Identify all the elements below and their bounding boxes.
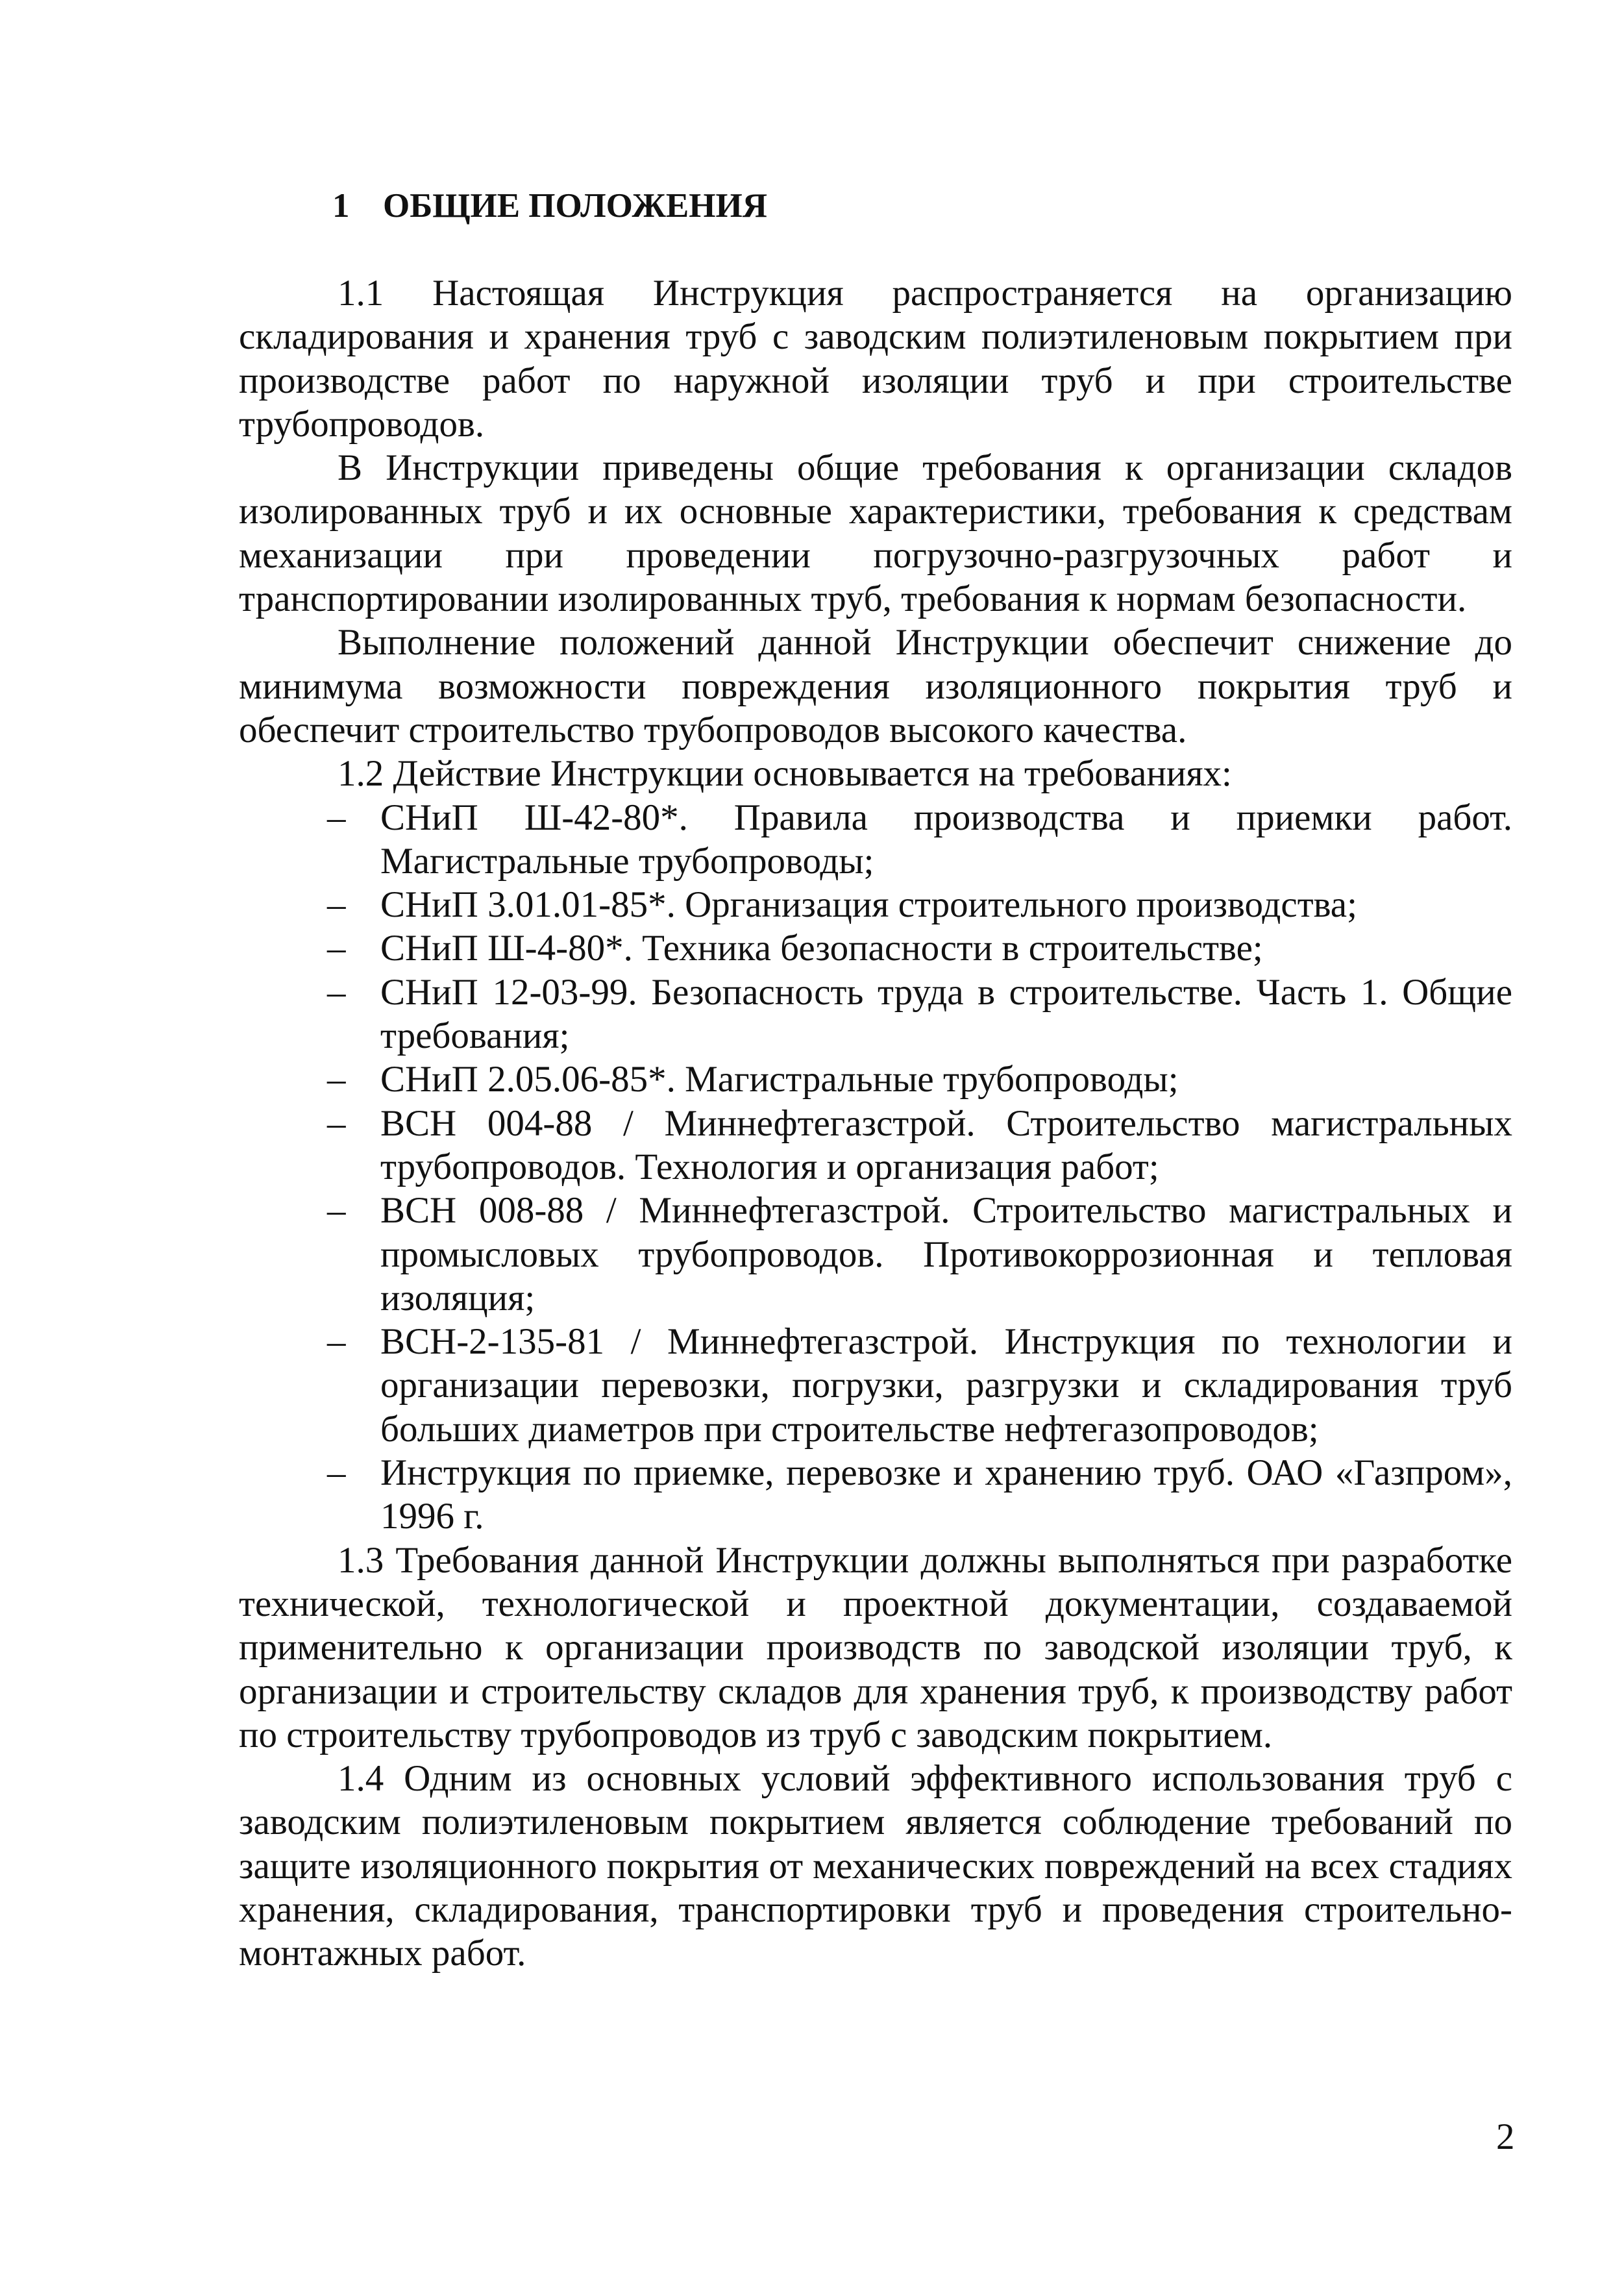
list-item — [239, 1189, 1512, 1320]
page-number: 2 — [1496, 2116, 1515, 2157]
list-item — [239, 1451, 1512, 1539]
paragraph-1-2: 1.2 Действие Инструкции основывается на требованиях: — [338, 753, 1232, 795]
paragraph-scope: В Инструкции приведены общие требования к организации складов изолированных труб и их основные характеристики, требования к средствам механизации при проведении погрузочно-разгрузочных работ и транспортировании изолированных труб, требования к нормам безопасности. — [239, 447, 1512, 620]
list-item — [239, 1102, 1512, 1189]
section-title: ОБЩИЕ ПОЛОЖЕНИЯ — [383, 187, 767, 225]
list-item-text: ВСН-2-135-81 / Миннефтегазстрой. Инструкция по технологии и организации перевозки, погрузки, разгрузки и складирования труб больших диаметров при строительстве нефтегазопроводов; — [380, 1321, 1512, 1450]
list-item — [239, 796, 1512, 884]
list-item — [239, 1320, 1512, 1451]
list-dash: – — [327, 1190, 346, 1232]
list-item-text: ВСН 004-88 / Миннефтегазстрой. Строительство магистральных трубопроводов. Технология и организация работ; — [380, 1102, 1512, 1187]
list-item — [239, 883, 1512, 926]
list-item-text: СНиП 12-03-99. Безопасность труда в строительстве. Часть 1. Общие требования; — [380, 971, 1512, 1057]
list-item-text: СНиП 2.05.06-85*. Магистральные трубопроводы; — [380, 1059, 1179, 1100]
list-dash: – — [327, 1059, 346, 1100]
list-item-text: ВСН 008-88 / Миннефтегазстрой. Строительство магистральных и промысловых трубопроводов. Противокоррозионная и тепловая изоляция; — [380, 1190, 1512, 1319]
list-item-text: Инструкция по приемке, перевозке и хранению труб. ОАО «Газпром», 1996 г. — [380, 1452, 1512, 1537]
paragraph-1-1: 1.1 Настоящая Инструкция распространяется на организацию складирования и хранения труб с заводским полиэтиленовым покрытием при производстве работ по наружной изоляции труб и при строительстве трубопроводов. — [239, 273, 1512, 445]
list-dash: – — [327, 1321, 346, 1363]
paragraph-outcome: Выполнение положений данной Инструкции обеспечит снижение до минимума возможности повреждения изоляционного покрытия труб и обеспечит строительство трубопроводов высокого качества. — [239, 622, 1512, 750]
list-item-text: СНиП Ш-42-80*. Правила производства и приемки работ. Магистральные трубопроводы; — [380, 797, 1512, 882]
paragraph-1-4: 1.4 Одним из основных условий эффективного использования труб с заводским полиэтиленовым покрытием является соблюдение требований по защите изоляционного покрытия от механических повреждений на всех стадиях хранения, складирования, транспортировки труб и проведения строительно-монтажных работ. — [239, 1758, 1512, 1974]
list-dash: – — [327, 797, 346, 838]
body-text — [239, 271, 1512, 1976]
list-item — [239, 971, 1512, 1058]
list-item — [239, 1058, 1512, 1101]
list-item-text: СНиП 3.01.01-85*. Организация строительного производства; — [380, 884, 1357, 926]
list-item — [239, 926, 1512, 970]
list-dash: – — [327, 971, 346, 1013]
section-number: 1 — [332, 187, 350, 225]
list-dash: – — [327, 884, 346, 926]
list-dash: – — [327, 1452, 346, 1494]
normative-references-list — [239, 796, 1512, 1539]
list-item-text: СНиП Ш-4-80*. Техника безопасности в строительстве; — [380, 928, 1263, 969]
list-dash: – — [327, 1102, 346, 1144]
paragraph-1-3: 1.3 Требования данной Инструкции должны выполняться при разработке технической, технологической и проектной документации, создаваемой применительно к организации производств по заводской изоляции труб, к организации и строительству складов для хранения труб, к производству работ по строительству трубопроводов из труб с заводским покрытием. — [239, 1539, 1512, 1755]
section-heading — [332, 183, 767, 229]
list-dash: – — [327, 928, 346, 969]
